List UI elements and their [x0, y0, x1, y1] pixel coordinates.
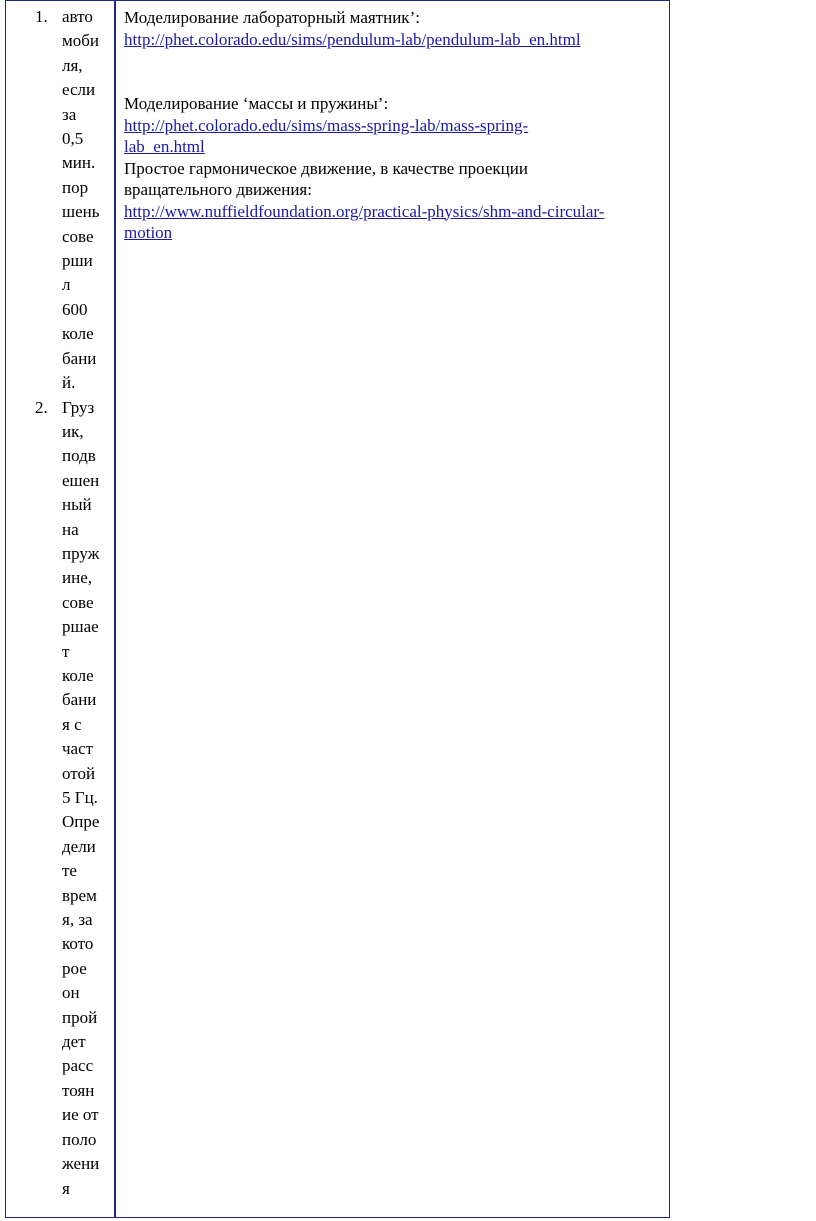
- text-line: мин.: [62, 153, 96, 173]
- text-line: дели: [62, 836, 96, 856]
- text-line: тоян: [62, 1080, 95, 1100]
- spring-link-line1[interactable]: http://phet.colorado.edu/sims/mass-spring-lab/mass-spring-: [124, 115, 529, 135]
- list-item: [6, 396, 114, 1201]
- shm-text-line1: Простое гармоническое движение, в качестве проекции: [124, 158, 528, 178]
- spring-link-line2[interactable]: lab_en.html: [124, 137, 205, 156]
- text-line: 0,5: [62, 129, 84, 149]
- text-line: шень: [62, 202, 100, 222]
- text-line: на: [62, 519, 79, 539]
- left-cell: [6, 1, 116, 1217]
- pendulum-link[interactable]: http://phet.colorado.edu/sims/pendulum-lab/pendulum-lab_en.html: [124, 29, 581, 49]
- text-line: 600: [62, 299, 88, 319]
- text-line: подв: [62, 446, 96, 466]
- text-line: отой: [62, 763, 96, 783]
- text-line: врем: [62, 885, 97, 905]
- text-line: л: [62, 275, 71, 295]
- text-line: коле: [62, 324, 94, 344]
- shm-text-line2: вращательного движения:: [124, 180, 312, 199]
- text-line: моби: [62, 31, 100, 51]
- right-cell: [124, 7, 664, 244]
- text-line: я с: [62, 714, 82, 734]
- item-text: [62, 5, 114, 396]
- shm-link-line2[interactable]: motion: [124, 223, 173, 242]
- text-line: я, за: [62, 910, 93, 930]
- text-line: й.: [62, 373, 76, 393]
- item-number: 2.: [35, 397, 48, 417]
- text-line: за: [62, 104, 77, 124]
- text-line: 5 Гц.: [62, 788, 98, 807]
- text-line: поло: [62, 1129, 97, 1149]
- text-line: те: [62, 861, 77, 881]
- problem-list: [6, 5, 114, 1201]
- text-line: ля,: [62, 55, 83, 75]
- text-line: жени: [62, 1154, 100, 1174]
- text-line: ршае: [62, 617, 99, 637]
- list-item: [6, 5, 114, 396]
- text-line: расс: [62, 1056, 94, 1076]
- text-line: т: [62, 641, 70, 661]
- pendulum-title: Моделирование лабораторный маятник’:: [124, 8, 420, 27]
- shm-link-line1[interactable]: http://www.nuffieldfoundation.org/practical-physics/shm-and-circular-: [124, 201, 605, 221]
- text-line: коле: [62, 665, 94, 685]
- item-text: [62, 396, 114, 1201]
- text-line: бани: [62, 348, 97, 368]
- text-line: рое: [62, 958, 87, 978]
- text-line: сове: [62, 226, 94, 246]
- text-line: ие от: [62, 1105, 99, 1125]
- spring-title: Моделирование ‘массы и пружины’:: [124, 94, 389, 113]
- text-line: кото: [62, 934, 94, 954]
- text-line: бани: [62, 690, 97, 710]
- text-line: если: [62, 80, 96, 100]
- spacer: [124, 50, 664, 93]
- text-line: ный: [62, 495, 92, 515]
- text-line: он: [62, 983, 80, 1003]
- text-line: ешен: [62, 470, 100, 490]
- item-number: 1.: [35, 7, 48, 26]
- text-line: пор: [62, 177, 89, 197]
- text-line: Опре: [62, 812, 100, 832]
- text-line: ик,: [62, 421, 84, 441]
- text-line: дет: [62, 1032, 86, 1052]
- text-line: пруж: [62, 543, 100, 563]
- text-line: авто: [62, 7, 93, 26]
- text-line: сове: [62, 592, 94, 612]
- text-line: част: [62, 739, 94, 759]
- text-line: ине,: [62, 568, 92, 588]
- text-line: прой: [62, 1007, 98, 1027]
- text-line: рши: [62, 251, 93, 271]
- text-line: я: [62, 1178, 70, 1198]
- text-line: Груз: [62, 397, 95, 417]
- document-table: [5, 0, 670, 1218]
